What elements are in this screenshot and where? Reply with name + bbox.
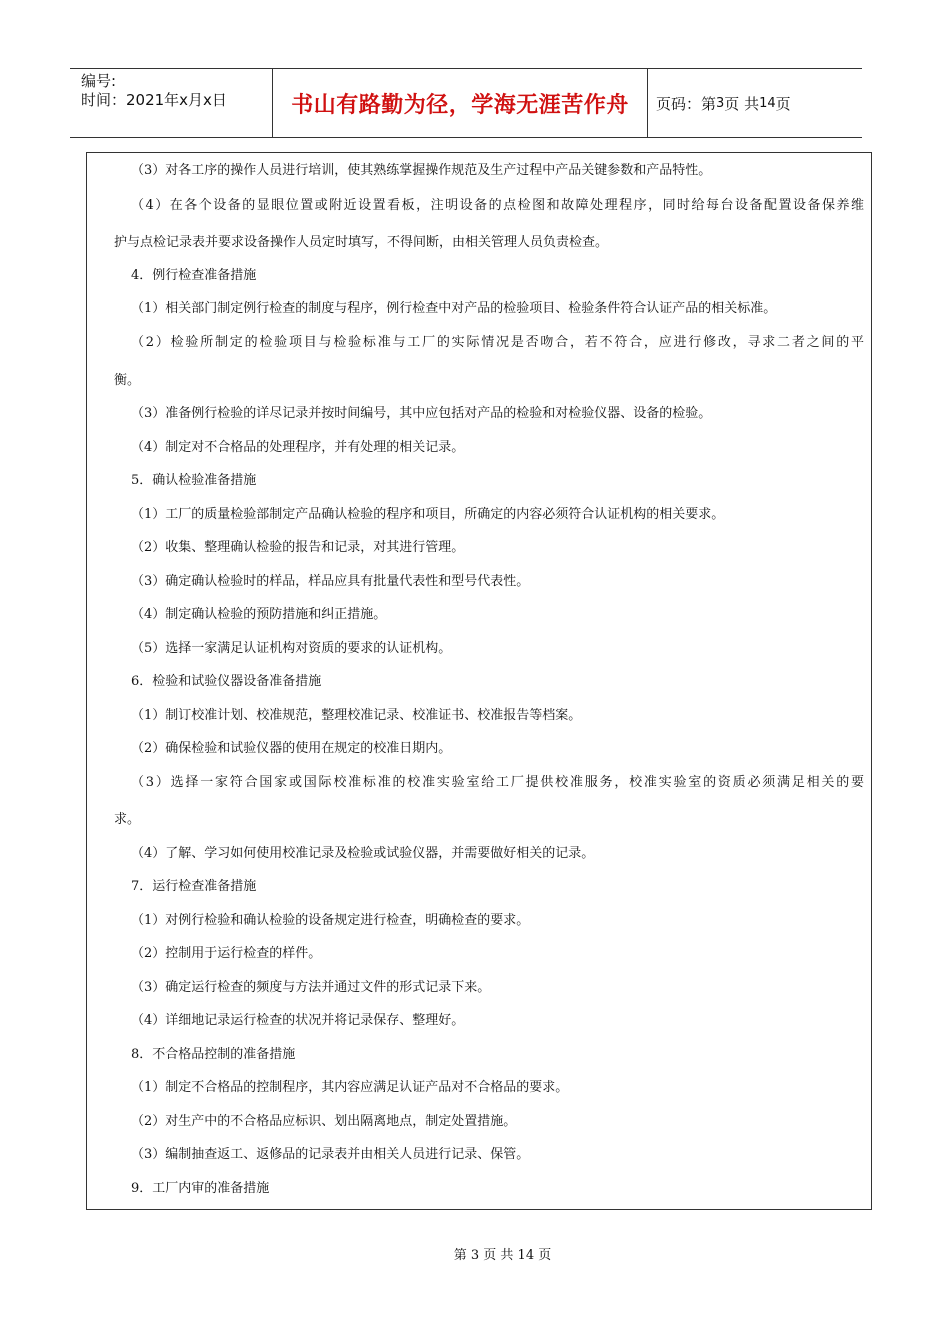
page-footer bbox=[0, 1244, 950, 1263]
header-motto: 书山有路勤为径，学海无涯苦作舟 bbox=[273, 69, 648, 137]
text-line: 衡。 bbox=[114, 373, 141, 388]
text-line: （2）控制用于运行检查的样件。 bbox=[131, 946, 322, 961]
document-date: 时间：2021年x月x日 bbox=[81, 91, 227, 109]
text-line: （2）确保检验和试验仪器的使用在规定的校准日期内。 bbox=[131, 741, 452, 756]
text-line: （2）检验所制定的检验项目与检验标准与工厂的实际情况是否吻合，若不符合，应进行修改，寻求二者之间的平 bbox=[131, 335, 864, 350]
text-line: （3）准备例行检验的详尽记录并按时间编号，其中应包括对产品的检验和对检验仪器、设备的检验。 bbox=[131, 406, 712, 421]
content-box bbox=[86, 152, 872, 1210]
page-current: 3 bbox=[716, 95, 725, 111]
text-line: （3）确定运行检查的频度与方法并通过文件的形式记录下来。 bbox=[131, 980, 491, 995]
text-line: 护与点检记录表并要求设备操作人员定时填写，不得间断，由相关管理人员负责检查。 bbox=[114, 235, 609, 250]
document-number-label: 编号: bbox=[81, 72, 117, 90]
text-line: （3）选择一家符合国家或国际校准标准的校准实验室给工厂提供校准服务，校准实验室的资质必须满足相关的要 bbox=[131, 775, 864, 790]
header-page-indicator bbox=[648, 69, 862, 137]
text-line: （3）确定确认检验时的样品，样品应具有批量代表性和型号代表性。 bbox=[131, 574, 530, 589]
text-line: （1）相关部门制定例行检查的制度与程序，例行检查中对产品的检验项目、检验条件符合认证产品的相关标准。 bbox=[131, 301, 777, 316]
section-heading: 8．不合格品控制的准备措施 bbox=[131, 1047, 296, 1062]
text-line: （1）工厂的质量检验部制定产品确认检验的程序和项目，所确定的内容必须符合认证机构的相关要求。 bbox=[131, 507, 725, 522]
page-total: 14 bbox=[759, 95, 776, 111]
section-heading: 6．检验和试验仪器设备准备措施 bbox=[131, 674, 322, 689]
text-line: 求。 bbox=[114, 812, 141, 827]
section-heading: 9．工厂内审的准备措施 bbox=[131, 1181, 270, 1196]
text-line: （5）选择一家满足认证机构对资质的要求的认证机构。 bbox=[131, 641, 452, 656]
text-line: （1）制定不合格品的控制程序，其内容应满足认证产品对不合格品的要求。 bbox=[131, 1080, 569, 1095]
text-line: （4）了解、学习如何使用校准记录及检验或试验仪器，并需要做好相关的记录。 bbox=[131, 846, 595, 861]
section-heading: 7．运行检查准备措施 bbox=[131, 879, 257, 894]
text-line: （3）对各工序的操作人员进行培训，使其熟练掌握操作规范及生产过程中产品关键参数和产品特性。 bbox=[131, 163, 712, 178]
text-line: （4）制定确认检验的预防措施和纠正措施。 bbox=[131, 607, 387, 622]
page-prefix: 页码：第 bbox=[656, 94, 717, 113]
text-line: （4）制定对不合格品的处理程序，并有处理的相关记录。 bbox=[131, 440, 465, 455]
section-heading: 4．例行检查准备措施 bbox=[131, 268, 257, 283]
page-mid: 页 共 bbox=[724, 94, 760, 113]
text-line: （1）制订校准计划、校准规范，整理校准记录、校准证书、校准报告等档案。 bbox=[131, 708, 582, 723]
text-line: （4）在各个设备的显眼位置或附近设置看板，注明设备的点检图和故障处理程序，同时给每台设备配置设备保养维 bbox=[131, 198, 864, 213]
text-line: （4）详细地记录运行检查的状况并将记录保存、整理好。 bbox=[131, 1013, 465, 1028]
text-line: （2）收集、整理确认检验的报告和记录，对其进行管理。 bbox=[131, 540, 465, 555]
page-suffix: 页 bbox=[775, 94, 791, 113]
text-line: （1）对例行检验和确认检验的设备规定进行检查，明确检查的要求。 bbox=[131, 913, 530, 928]
text-line: （2）对生产中的不合格品应标识、划出隔离地点，制定处置措施。 bbox=[131, 1114, 517, 1129]
header-info-cell bbox=[70, 69, 273, 137]
section-heading: 5．确认检验准备措施 bbox=[131, 473, 257, 488]
text-line: （3）编制抽查返工、返修品的记录表并由相关人员进行记录、保管。 bbox=[131, 1147, 530, 1162]
footer-page-number: 第 3 页 共 14 页 bbox=[453, 1248, 552, 1263]
document-header bbox=[70, 68, 862, 138]
